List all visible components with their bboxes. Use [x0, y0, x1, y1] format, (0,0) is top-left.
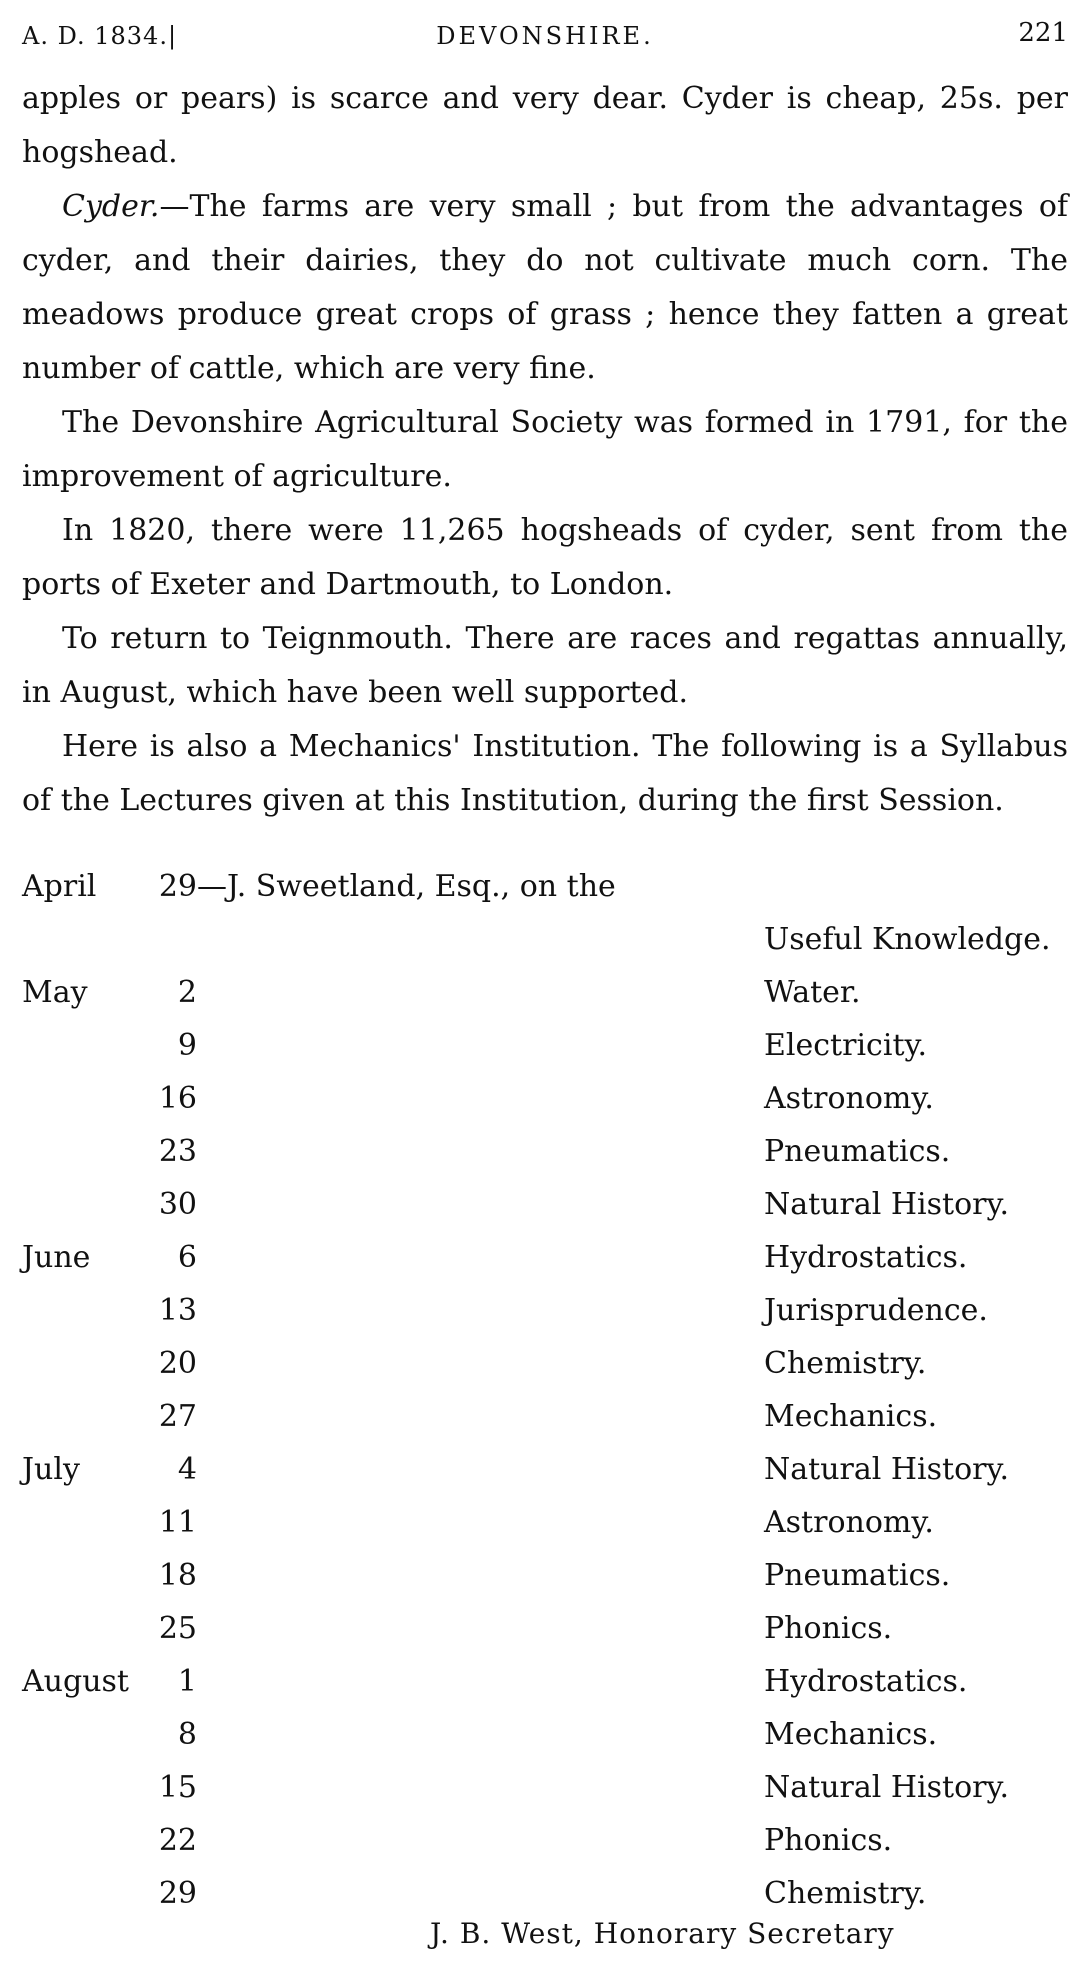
lecture-subject: Hydrostatics. [764, 1240, 968, 1275]
paragraph-text: Here is also a Mechanics' Institution. The following is a Syllabus of the Lectures given at this Institution, during the first Session. [22, 729, 1068, 818]
paragraph-lead: Cyder. [62, 189, 160, 224]
body-paragraph [22, 720, 1068, 828]
lecture-day: 4 [177, 1452, 197, 1487]
lecture-subject: Mechanics. [764, 1717, 938, 1752]
body-text [22, 72, 1068, 828]
page-number: 221 [1018, 18, 1068, 48]
lecture-day: 16 [158, 1081, 197, 1116]
lecture-subject: Phonics. [764, 1611, 893, 1646]
lecture-subject: Pneumatics. [764, 1134, 951, 1169]
lecture-day: 29 [158, 869, 197, 904]
lecture-subject: Hydrostatics. [764, 1664, 968, 1699]
syllabus-row [22, 1867, 1072, 1920]
lecture-day: 25 [158, 1611, 197, 1646]
paragraph-text: apples or pears) is scarce and very dear. Cyder is cheap, 25s. per hogshead. [22, 81, 1068, 170]
syllabus-row [22, 1443, 1072, 1496]
syllabus-row [22, 1496, 1072, 1549]
syllabus-row [22, 1284, 1072, 1337]
lecture-month: May [22, 975, 88, 1010]
lecture-subject: Water. [764, 975, 861, 1010]
header-year: A. D. 1834.| [22, 22, 178, 50]
lecture-syllabus [22, 860, 1072, 1920]
syllabus-row [22, 1602, 1072, 1655]
syllabus-row [22, 1655, 1072, 1708]
syllabus-row [22, 1072, 1072, 1125]
lecture-day: 13 [158, 1293, 197, 1328]
lecture-day: 11 [158, 1505, 197, 1540]
syllabus-row [22, 966, 1072, 1019]
running-header [22, 18, 1068, 58]
syllabus-row [22, 1761, 1072, 1814]
lecture-day: 29 [158, 1876, 197, 1911]
lecture-day: 30 [158, 1187, 197, 1222]
lecture-month: August [22, 1664, 129, 1699]
syllabus-row [22, 1231, 1072, 1284]
syllabus-row [22, 860, 1072, 913]
secretary-signature: J. B. West, Honorary Secretary [430, 1917, 895, 1950]
lecture-subject: Useful Knowledge. [764, 922, 1051, 957]
syllabus-row [22, 1390, 1072, 1443]
lecture-subject: Phonics. [764, 1823, 893, 1858]
body-paragraph [22, 612, 1068, 720]
lecture-subject: Natural History. [764, 1452, 1009, 1487]
body-paragraph [22, 396, 1068, 504]
body-paragraph [22, 180, 1068, 396]
syllabus-row [22, 1337, 1072, 1390]
lecture-day: 27 [158, 1399, 197, 1434]
lecture-day: 2 [177, 975, 197, 1010]
lecture-day: 20 [158, 1346, 197, 1381]
lecture-subject: Natural History. [764, 1770, 1009, 1805]
lecture-day: 22 [158, 1823, 197, 1858]
lecture-subject: Electricity. [764, 1028, 927, 1063]
lecture-month: April [22, 869, 97, 904]
header-title: DEVONSHIRE. [436, 22, 654, 50]
lecture-month: July [22, 1452, 80, 1487]
lecture-day: 8 [177, 1717, 197, 1752]
body-paragraph [22, 72, 1068, 180]
syllabus-row [22, 913, 1072, 966]
lecture-subject: Mechanics. [764, 1399, 938, 1434]
body-paragraph [22, 504, 1068, 612]
syllabus-row [22, 1178, 1072, 1231]
lecture-day: 1 [177, 1664, 197, 1699]
lecture-day: 6 [177, 1240, 197, 1275]
lecture-day: 9 [177, 1028, 197, 1063]
paragraph-text: To return to Teignmouth. There are races and regattas annually, in August, which have been well supported. [22, 621, 1068, 710]
syllabus-row [22, 1549, 1072, 1602]
lecture-day: 15 [158, 1770, 197, 1805]
lecturer-name: —J. Sweetland, Esq., on the [197, 869, 616, 904]
lecture-day: 23 [158, 1134, 197, 1169]
lecture-subject: Natural History. [764, 1187, 1009, 1222]
syllabus-row [22, 1019, 1072, 1072]
paragraph-text: In 1820, there were 11,265 hogsheads of cyder, sent from the ports of Exeter and Dartmouth, to London. [22, 513, 1068, 602]
lecture-subject: Pneumatics. [764, 1558, 951, 1593]
paragraph-text: The Devonshire Agricultural Society was formed in 1791, for the improvement of agriculture. [22, 405, 1068, 494]
lecture-month: June [22, 1240, 91, 1275]
lecture-subject: Jurisprudence. [764, 1293, 988, 1328]
syllabus-row [22, 1814, 1072, 1867]
lecture-subject: Astronomy. [764, 1081, 934, 1116]
lecture-day: 18 [158, 1558, 197, 1593]
syllabus-row [22, 1125, 1072, 1178]
lecture-subject: Astronomy. [764, 1505, 934, 1540]
lecture-subject: Chemistry. [764, 1876, 927, 1911]
lecture-subject: Chemistry. [764, 1346, 927, 1381]
syllabus-row [22, 1708, 1072, 1761]
paragraph-text: —The farms are very small ; but from the advantages of cyder, and their dairies, they do not cultivate much corn. The meadows produce great crops of grass ; hence they fatten a great number of cattle, which are very fine. [22, 189, 1068, 386]
